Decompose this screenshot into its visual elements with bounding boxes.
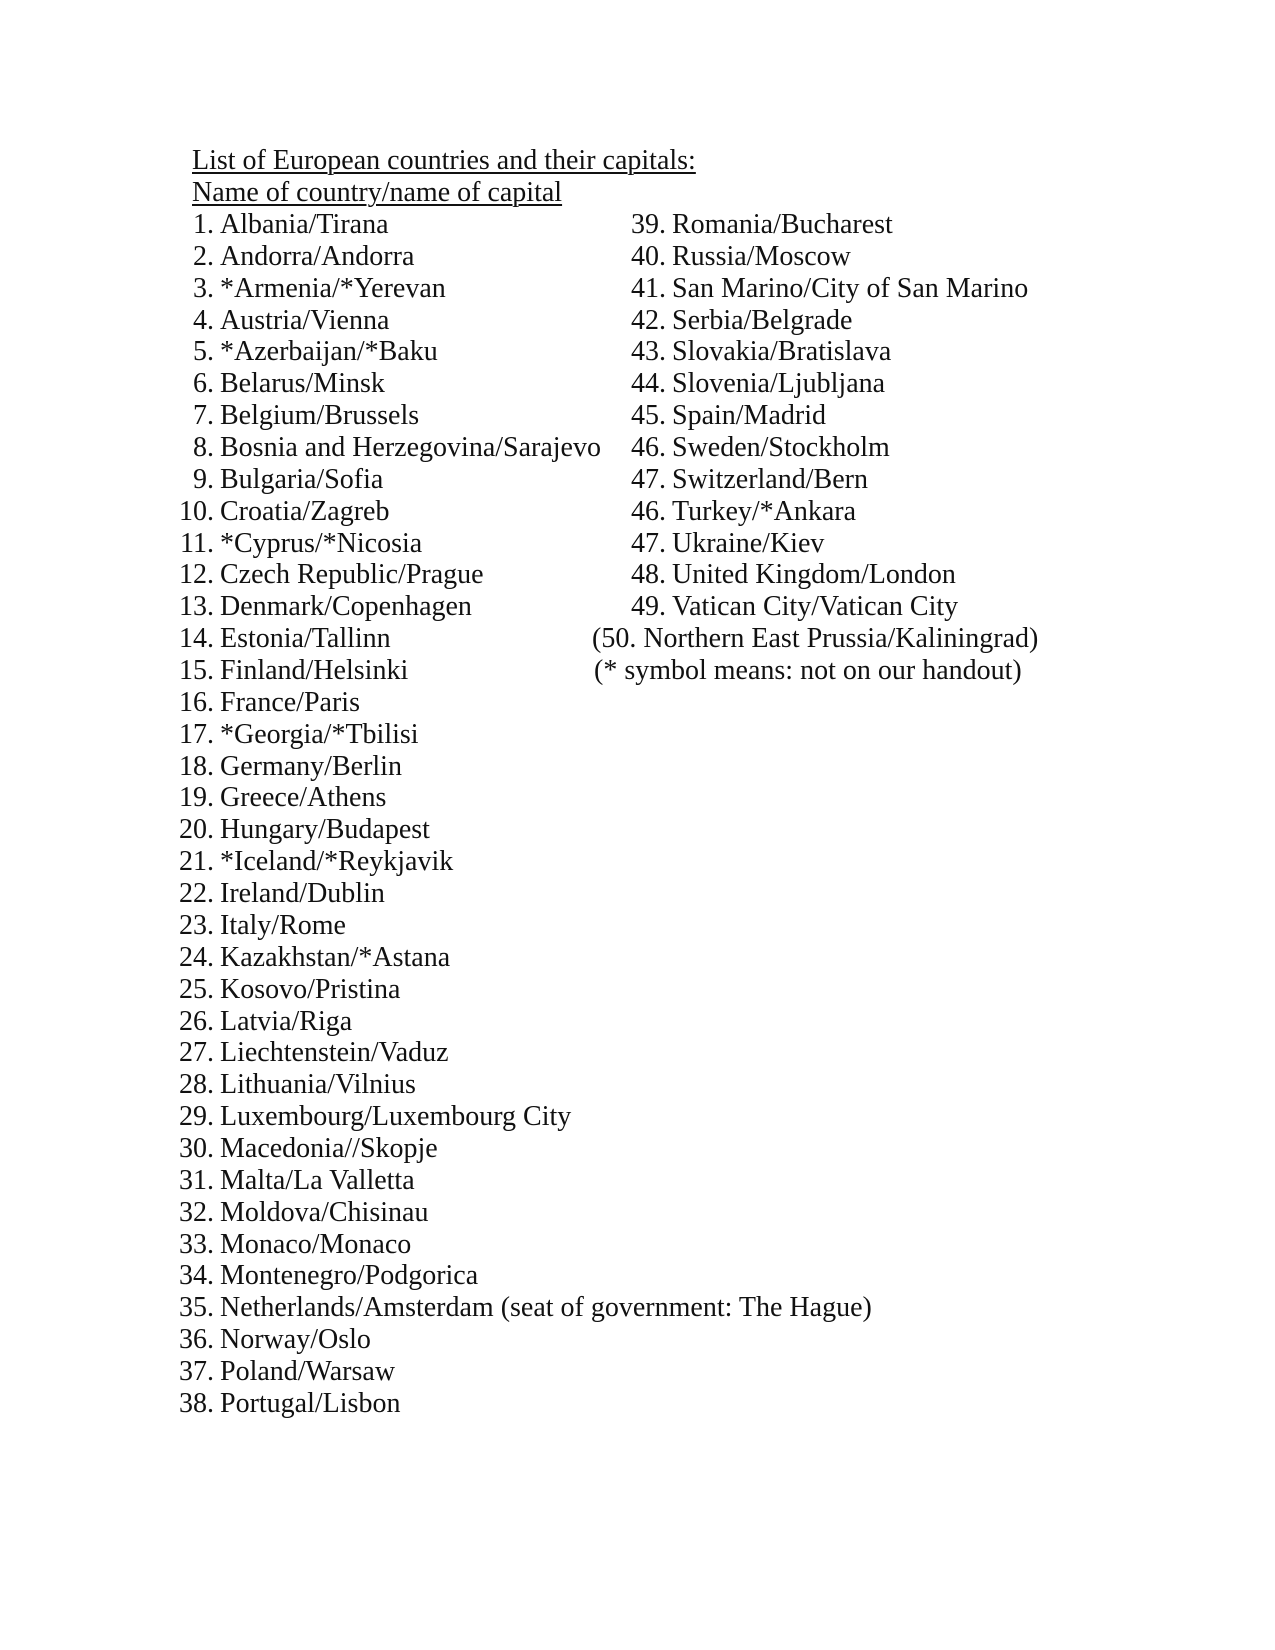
item-country-capital: Finland/Helsinki: [220, 655, 409, 687]
item-number: 46.: [631, 432, 666, 464]
item-country-capital: Bulgaria/Sofia: [220, 463, 384, 495]
item-number: 28.: [179, 1069, 214, 1101]
item-country-capital: France/Paris: [220, 686, 360, 718]
list-item: [172, 1100, 571, 1133]
item-country-capital: Serbia/Belgrade: [672, 304, 853, 336]
item-number: 43.: [631, 336, 666, 368]
list-item: [624, 527, 824, 560]
list-item: [172, 208, 389, 241]
item-country-capital: Kazakhstan/*Astana: [220, 941, 451, 973]
item-number: 23.: [179, 909, 214, 941]
list-item: [172, 240, 414, 273]
item-country-capital: *Armenia/*Yerevan: [220, 272, 446, 304]
item-country-capital: Latvia/Riga: [220, 1005, 353, 1037]
item-country-capital: Switzerland/Bern: [672, 463, 868, 495]
item-number: 47.: [631, 527, 666, 559]
item-country-capital: Lithuania/Vilnius: [220, 1069, 416, 1101]
item-number: 8.: [193, 432, 214, 464]
item-country-capital: Malta/La Valletta: [220, 1164, 415, 1196]
item-country-capital: Belarus/Minsk: [220, 368, 385, 400]
list-item: [624, 558, 956, 591]
list-item: [172, 909, 346, 942]
list-item: [172, 654, 408, 687]
item-number: 36.: [179, 1324, 214, 1356]
item-number: 11.: [180, 527, 214, 559]
item-number: 33.: [179, 1228, 214, 1260]
item-country-capital: *Cyprus/*Nicosia: [220, 527, 423, 559]
item-number: 25.: [179, 973, 214, 1005]
list-item: [172, 1132, 438, 1165]
page-title: List of European countries and their capitals:: [192, 145, 696, 176]
list-item: [624, 208, 893, 241]
item-country-capital: Vatican City/Vatican City: [672, 591, 959, 623]
list-item: [624, 495, 856, 528]
list-item: [624, 590, 958, 623]
note-symbol-legend: (* symbol means: not on our handout): [594, 655, 1022, 686]
item-number: 47.: [631, 463, 666, 495]
note-kaliningrad: (50. Northern East Prussia/Kaliningrad): [592, 623, 1039, 654]
item-number: 44.: [631, 368, 666, 400]
item-country-capital: Ukraine/Kiev: [672, 527, 825, 559]
list-item: [172, 877, 385, 910]
item-country-capital: *Azerbaijan/*Baku: [220, 336, 438, 368]
list-item: [172, 1068, 416, 1101]
list-item: [624, 463, 868, 496]
list-item: [172, 1259, 478, 1292]
list-item: [172, 335, 438, 368]
item-country-capital: Germany/Berlin: [220, 750, 402, 782]
item-number: 26.: [179, 1005, 214, 1037]
item-country-capital: Norway/Oslo: [220, 1324, 371, 1356]
item-number: 1.: [193, 209, 214, 240]
item-number: 38.: [179, 1387, 214, 1419]
item-number: 40.: [631, 240, 666, 272]
item-country-capital: United Kingdom/London: [672, 559, 956, 591]
list-item: [172, 781, 386, 814]
list-item: [172, 941, 450, 974]
list-item: [624, 367, 885, 400]
list-item: [172, 813, 430, 846]
item-country-capital: Montenegro/Podgorica: [220, 1260, 479, 1292]
item-country-capital: Poland/Warsaw: [220, 1355, 396, 1387]
item-number: 30.: [179, 1132, 214, 1164]
item-country-capital: Slovenia/Ljubljana: [672, 368, 886, 400]
item-country-capital: Kosovo/Pristina: [220, 973, 401, 1005]
list-item: [172, 1291, 872, 1324]
item-number: 6.: [193, 368, 214, 400]
item-number: 2.: [193, 240, 214, 272]
item-number: 14.: [179, 623, 214, 655]
item-country-capital: Albania/Tirana: [220, 209, 389, 240]
item-country-capital: Monaco/Monaco: [220, 1228, 412, 1260]
item-country-capital: Estonia/Tallinn: [220, 623, 391, 655]
list-item: [172, 1036, 449, 1069]
item-number: 3.: [193, 272, 214, 304]
item-number: 37.: [179, 1355, 214, 1387]
item-number: 5.: [193, 336, 214, 368]
list-item: [624, 431, 890, 464]
item-country-capital: Italy/Rome: [220, 909, 346, 941]
list-item: [172, 750, 402, 783]
item-country-capital: *Iceland/*Reykjavik: [220, 846, 454, 878]
item-country-capital: Belgium/Brussels: [220, 400, 420, 432]
item-number: 34.: [179, 1260, 214, 1292]
item-number: 39.: [631, 209, 666, 240]
list-item: [172, 622, 391, 655]
item-country-capital: Netherlands/Amsterdam (seat of government: The Hague): [220, 1292, 872, 1324]
item-number: 16.: [179, 686, 214, 718]
item-country-capital: Austria/Vienna: [220, 304, 390, 336]
list-item: [172, 272, 446, 305]
item-country-capital: Turkey/*Ankara: [672, 495, 857, 527]
item-number: 22.: [179, 878, 214, 910]
list-item: [172, 558, 484, 591]
list-item: [172, 367, 385, 400]
item-country-capital: Greece/Athens: [220, 782, 387, 814]
list-item: [172, 1005, 352, 1038]
list-item: [172, 304, 389, 337]
item-number: 27.: [179, 1037, 214, 1069]
item-country-capital: Ireland/Dublin: [220, 878, 385, 910]
list-item: [624, 240, 851, 273]
item-number: 31.: [179, 1164, 214, 1196]
item-number: 49.: [631, 591, 666, 623]
item-country-capital: Andorra/Andorra: [220, 240, 415, 272]
item-country-capital: Liechtenstein/Vaduz: [220, 1037, 449, 1069]
item-country-capital: Spain/Madrid: [672, 400, 826, 432]
item-country-capital: Sweden/Stockholm: [672, 432, 890, 464]
item-number: 15.: [179, 655, 214, 687]
list-item: [172, 399, 419, 432]
item-number: 13.: [179, 591, 214, 623]
item-country-capital: Romania/Bucharest: [672, 209, 893, 240]
item-country-capital: Czech Republic/Prague: [220, 559, 484, 591]
item-number: 10.: [179, 495, 214, 527]
page-subtitle: Name of country/name of capital: [192, 177, 563, 208]
item-number: 42.: [631, 304, 666, 336]
list-item: [172, 590, 472, 623]
item-number: 12.: [179, 559, 214, 591]
item-number: 29.: [179, 1101, 214, 1133]
item-number: 17.: [179, 718, 214, 750]
item-number: 4.: [193, 304, 214, 336]
list-item: [624, 399, 826, 432]
list-item: [172, 845, 453, 878]
list-item: [172, 431, 601, 464]
item-country-capital: *Georgia/*Tbilisi: [220, 718, 419, 750]
item-number: 9.: [193, 463, 214, 495]
list-item: [624, 335, 891, 368]
list-item: [172, 1164, 415, 1197]
list-item: [172, 973, 400, 1006]
list-item: [172, 463, 383, 496]
list-item: [172, 1323, 371, 1356]
list-item: [624, 272, 1028, 305]
item-number: 46.: [631, 495, 666, 527]
list-item: [172, 718, 419, 751]
item-country-capital: Denmark/Copenhagen: [220, 591, 472, 623]
item-country-capital: San Marino/City of San Marino: [672, 272, 1029, 304]
list-item: [172, 1387, 400, 1420]
item-number: 19.: [179, 782, 214, 814]
list-item: [172, 1355, 395, 1388]
item-number: 24.: [179, 941, 214, 973]
item-country-capital: Moldova/Chisinau: [220, 1196, 429, 1228]
item-country-capital: Macedonia//Skopje: [220, 1132, 438, 1164]
list-item: [624, 304, 852, 337]
item-number: 7.: [193, 400, 214, 432]
item-country-capital: Hungary/Budapest: [220, 814, 430, 846]
list-item: [172, 527, 422, 560]
item-number: 35.: [179, 1292, 214, 1324]
item-number: 41.: [631, 272, 666, 304]
list-item: [172, 1228, 411, 1261]
list-item: [172, 1196, 428, 1229]
item-country-capital: Russia/Moscow: [672, 240, 851, 272]
item-number: 48.: [631, 559, 666, 591]
item-number: 45.: [631, 400, 666, 432]
item-country-capital: Slovakia/Bratislava: [672, 336, 892, 368]
item-country-capital: Luxembourg/Luxembourg City: [220, 1101, 572, 1133]
item-number: 20.: [179, 814, 214, 846]
item-number: 32.: [179, 1196, 214, 1228]
list-item: [172, 495, 389, 528]
item-number: 18.: [179, 750, 214, 782]
item-country-capital: Bosnia and Herzegovina/Sarajevo: [220, 432, 601, 464]
item-country-capital: Croatia/Zagreb: [220, 495, 390, 527]
item-country-capital: Portugal/Lisbon: [220, 1387, 401, 1419]
list-item: [172, 686, 360, 719]
item-number: 21.: [179, 846, 214, 878]
